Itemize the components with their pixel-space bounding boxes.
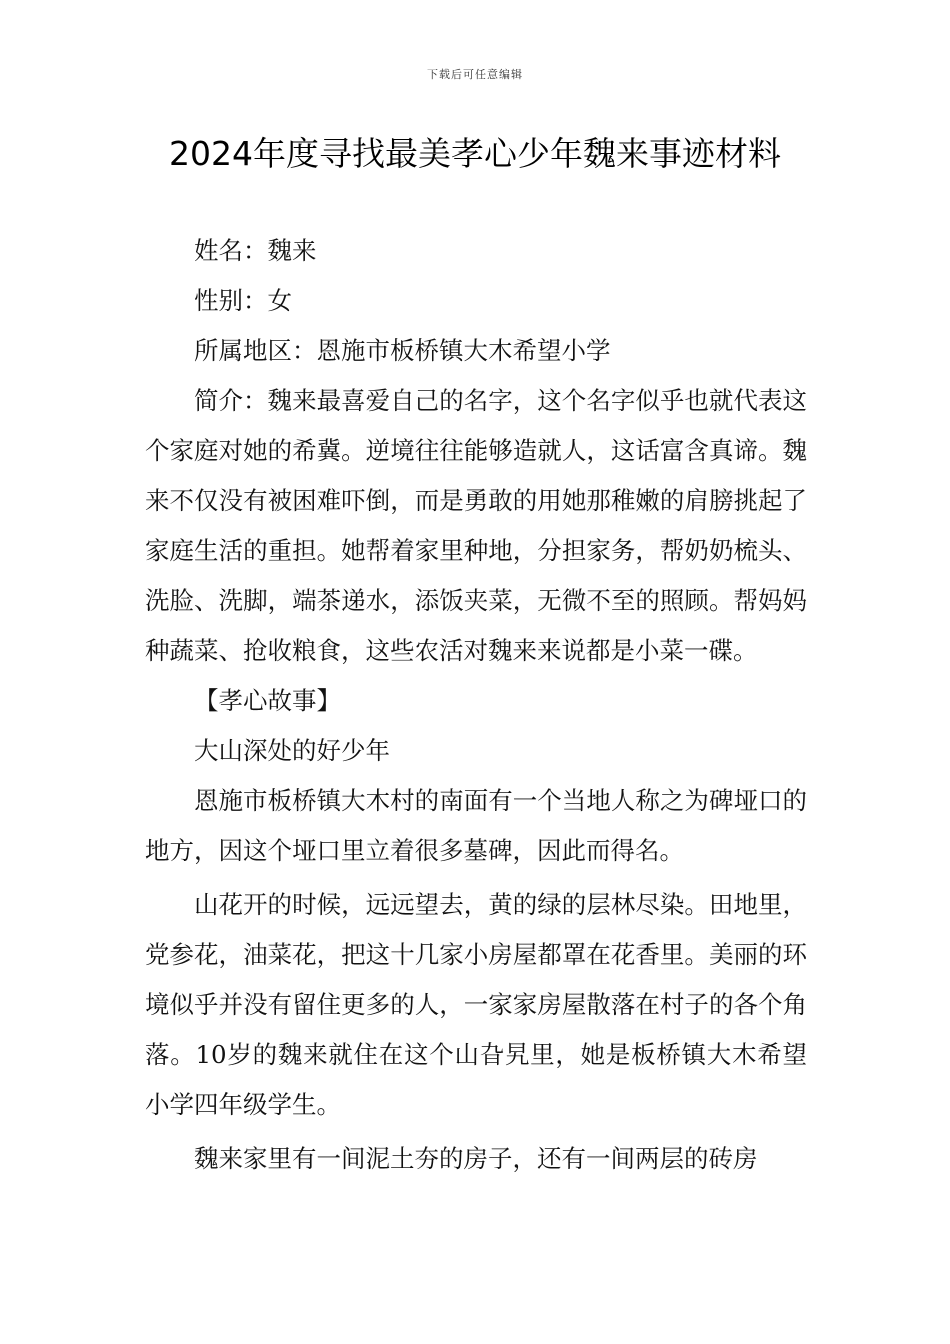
gender-line: 性别：女 (194, 286, 292, 315)
story-paragraph-3: 魏来家里有一间泥土夯的房子，还有一间两层的砖房 (194, 1144, 758, 1173)
story-paragraph-2: 山花开的时候，远远望去，黄的绿的层林尽染。田地里，党参花，油菜花，把这十几家小房屋都罩在花香里。美丽的环境似乎并没有留住更多的人，一家家房屋散落在村子的各个角落。10岁的魏来就住在这个山旮旯里，她是板桥镇大木希望小学四年级学生。 (145, 890, 807, 1119)
story-paragraph-1: 恩施市板桥镇大木村的南面有一个当地人称之为碑垭口的地方，因这个垭口里立着很多墓碑，因此而得名。 (145, 786, 807, 865)
section-heading: 【孝心故事】 (194, 686, 341, 715)
name-line: 姓名：魏来 (194, 236, 317, 265)
region-line: 所属地区：恩施市板桥镇大木希望小学 (194, 336, 611, 365)
document-title: 2024年度寻找最美孝心少年魏来事迹材料 (169, 134, 781, 173)
document-body (145, 226, 807, 1184)
story-subtitle: 大山深处的好少年 (194, 736, 390, 765)
intro-paragraph: 简介：魏来最喜爱自己的名字，这个名字似乎也就代表这个家庭对她的希冀。逆境往往能够造就人，这话富含真谛。魏来不仅没有被困难吓倒，而是勇敢的用她那稚嫩的肩膀挑起了家庭生活的重担。她帮着家里种地，分担家务，帮奶奶梳头、洗脸、洗脚，端茶递水，添饭夹菜，无微不至的照顾。帮妈妈种蔬菜、抢收粮食，这些农活对魏来来说都是小菜一碟。 (145, 386, 807, 665)
header-note: 下载后可任意编辑 (427, 68, 523, 81)
